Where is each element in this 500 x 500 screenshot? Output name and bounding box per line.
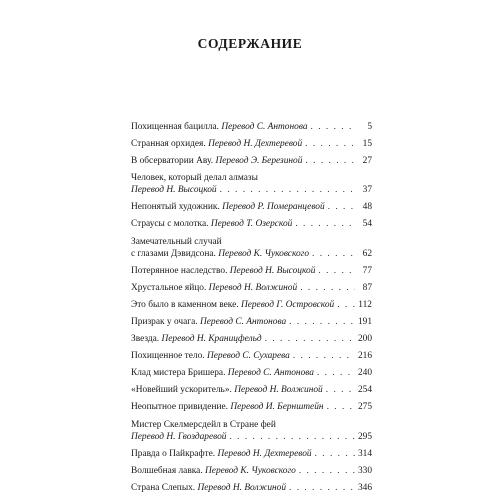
toc-entry — [131, 299, 372, 311]
toc-entry-translator: Перевод К. Чуковского — [218, 248, 310, 259]
dot-leader — [312, 248, 355, 260]
toc-entry-translator: Перевод Н. Волжиной — [234, 385, 323, 396]
toc-entry — [131, 218, 372, 230]
dot-leader — [327, 401, 355, 413]
dot-leader — [229, 431, 354, 443]
toc-entry-title — [131, 482, 286, 494]
toc-entry-title — [131, 299, 334, 311]
toc-entry-title — [131, 121, 308, 133]
toc-entry-translator: Перевод С. Антонова — [199, 316, 287, 327]
toc-entry-translator: Перевод Н. Волжиной — [208, 282, 298, 293]
toc-entry-title — [131, 282, 297, 294]
toc-entry — [131, 121, 372, 133]
dot-leader — [299, 465, 355, 477]
toc-entry-title — [131, 155, 302, 167]
toc-entry — [131, 316, 372, 328]
toc-entry-title-line1: Человек, который делал алмазы — [131, 173, 258, 184]
toc-entry-title — [131, 248, 309, 260]
toc-entry-title — [131, 350, 290, 362]
toc-entry — [131, 333, 372, 345]
toc-entry-story: Страусы с молотка. — [131, 219, 209, 230]
toc-entry-title — [131, 431, 226, 443]
toc-entry — [131, 419, 372, 443]
toc-entry-translator: Перевод Г. Островской — [240, 299, 335, 310]
toc-entry-page-number: 254 — [357, 385, 372, 396]
toc-entry — [131, 138, 372, 150]
toc-entry-translator: Перевод С. Антонова — [227, 368, 314, 379]
toc-entry-page-number: 112 — [358, 299, 372, 310]
toc-entry-title — [131, 316, 286, 328]
dot-leader — [289, 316, 355, 328]
toc-entry-story: В обсерватории Аву. — [131, 156, 214, 167]
dot-leader — [317, 367, 355, 379]
toc-entry-translator: Перевод Н. Высоцкой — [229, 265, 316, 276]
dot-leader — [311, 121, 355, 133]
toc-entry-story: Хрустальное яйцо. — [131, 282, 207, 293]
toc-entry-story: «Новейший ускоритель». — [131, 385, 232, 396]
toc-entry-title — [131, 465, 296, 477]
toc-entry-translator: Перевод Т. Озерской — [210, 219, 293, 230]
table-of-contents — [131, 121, 372, 499]
toc-entry-story: Похищенное тело. — [131, 351, 205, 362]
toc-entry-page-number: 87 — [362, 282, 372, 293]
toc-entry-page-number: 314 — [357, 448, 372, 459]
dot-leader — [326, 384, 355, 396]
toc-entry-title — [131, 384, 323, 396]
toc-entry — [131, 448, 372, 460]
toc-entry-story: с глазами Дэвидсона. — [131, 248, 216, 259]
dot-leader — [300, 282, 355, 294]
toc-entry-translator: Перевод Н. Высоцкой — [131, 185, 217, 196]
page-title: СОДЕРЖАНИЕ — [197, 36, 303, 51]
toc-entry-title-line1: Мистер Скелмерсдейл в Стране фей — [131, 419, 276, 430]
toc-entry-story: Это было в каменном веке. — [131, 299, 239, 310]
toc-entry-page-number: 27 — [362, 156, 372, 167]
toc-entry-page-number: 37 — [362, 185, 372, 196]
dot-leader — [305, 155, 355, 167]
toc-entry-story: Клад мистера Бришера. — [131, 368, 226, 379]
toc-entry-translator: Перевод С. Сухарева — [206, 351, 290, 362]
toc-entry-page-number: 191 — [357, 316, 372, 327]
dot-leader — [318, 265, 355, 277]
toc-entry-translator: Перевод Н. Краницфельд — [161, 334, 262, 345]
toc-entry-page-number: 330 — [357, 465, 372, 476]
toc-entry — [131, 172, 372, 196]
toc-entry-page-number: 200 — [357, 334, 372, 345]
toc-entry-story: Неопытное привидение. — [131, 402, 228, 413]
toc-entry-story: Звезда. — [131, 334, 160, 345]
toc-entry-page-number: 5 — [367, 122, 372, 132]
toc-entry-page-number: 346 — [357, 482, 372, 493]
toc-entry — [131, 282, 372, 294]
toc-entry-translator: Перевод Э. Березиной — [215, 156, 303, 167]
toc-entry-title — [131, 184, 217, 196]
dot-leader — [220, 184, 355, 196]
toc-entry-translator: Перевод Н. Дехтеревой — [208, 139, 303, 150]
toc-entry-story: Странная орхидея. — [131, 139, 206, 150]
toc-entry-page-number: 15 — [362, 139, 372, 150]
toc-entry-translator: Перевод Н. Гвоздаревой — [131, 431, 227, 442]
toc-entry-title — [131, 138, 302, 150]
toc-entry-story: Похищенная бацилла. — [131, 122, 219, 132]
toc-entry — [131, 155, 372, 167]
toc-entry-story: Призрак у очага. — [131, 316, 198, 327]
toc-entry — [131, 201, 372, 213]
toc-entry-page-number: 77 — [362, 265, 372, 276]
dot-leader — [315, 448, 355, 460]
toc-entry-translator: Перевод И. Бернштейн — [230, 402, 324, 413]
toc-entry-story: Страна Слепых. — [131, 482, 196, 493]
toc-entry — [131, 401, 372, 413]
dot-leader — [328, 201, 355, 213]
toc-entry-story: Правда о Пайкрафте. — [131, 448, 216, 459]
toc-entry-title — [131, 333, 262, 345]
toc-entry — [131, 350, 372, 362]
dot-leader — [305, 138, 355, 150]
toc-entry-translator: Перевод К. Чуковского — [205, 465, 296, 476]
toc-entry-title-line1: Замечательный случай — [131, 236, 222, 247]
toc-entry-story: Волшебная лавка. — [131, 465, 203, 476]
toc-entry-translator: Перевод Н. Волжиной — [197, 482, 287, 493]
toc-entry-title — [131, 265, 315, 277]
toc-entry-title — [131, 201, 325, 213]
toc-entry-title — [131, 401, 324, 413]
toc-entry — [131, 482, 372, 494]
toc-entry-story: Потерянное наследство. — [131, 265, 228, 276]
toc-entry-page-number: 62 — [362, 248, 372, 259]
toc-entry-title — [131, 448, 312, 460]
toc-entry-page-number: 275 — [357, 402, 372, 413]
toc-entry-title — [131, 367, 314, 379]
toc-entry-translator: Перевод Р. Померанцевой — [222, 202, 325, 213]
toc-entry — [131, 367, 372, 379]
toc-entry-title — [131, 218, 292, 230]
toc-entry — [131, 384, 372, 396]
dot-leader — [293, 350, 355, 362]
toc-entry-page-number: 295 — [357, 431, 372, 442]
toc-entry-page-number: 54 — [362, 219, 372, 230]
dot-leader — [295, 218, 355, 230]
toc-entry-story: Непонятый художник. — [131, 202, 220, 213]
dot-leader — [337, 299, 355, 311]
toc-entry-page-number: 240 — [357, 368, 372, 379]
toc-entry — [131, 236, 372, 260]
toc-entry-translator: Перевод Н. Дехтеревой — [217, 448, 312, 459]
toc-entry-page-number: 48 — [362, 202, 372, 213]
dot-leader — [289, 482, 355, 494]
toc-entry — [131, 465, 372, 477]
toc-entry-page-number: 216 — [357, 351, 372, 362]
toc-entry — [131, 265, 372, 277]
dot-leader — [265, 333, 355, 345]
toc-entry-translator: Перевод С. Антонова — [221, 122, 308, 132]
